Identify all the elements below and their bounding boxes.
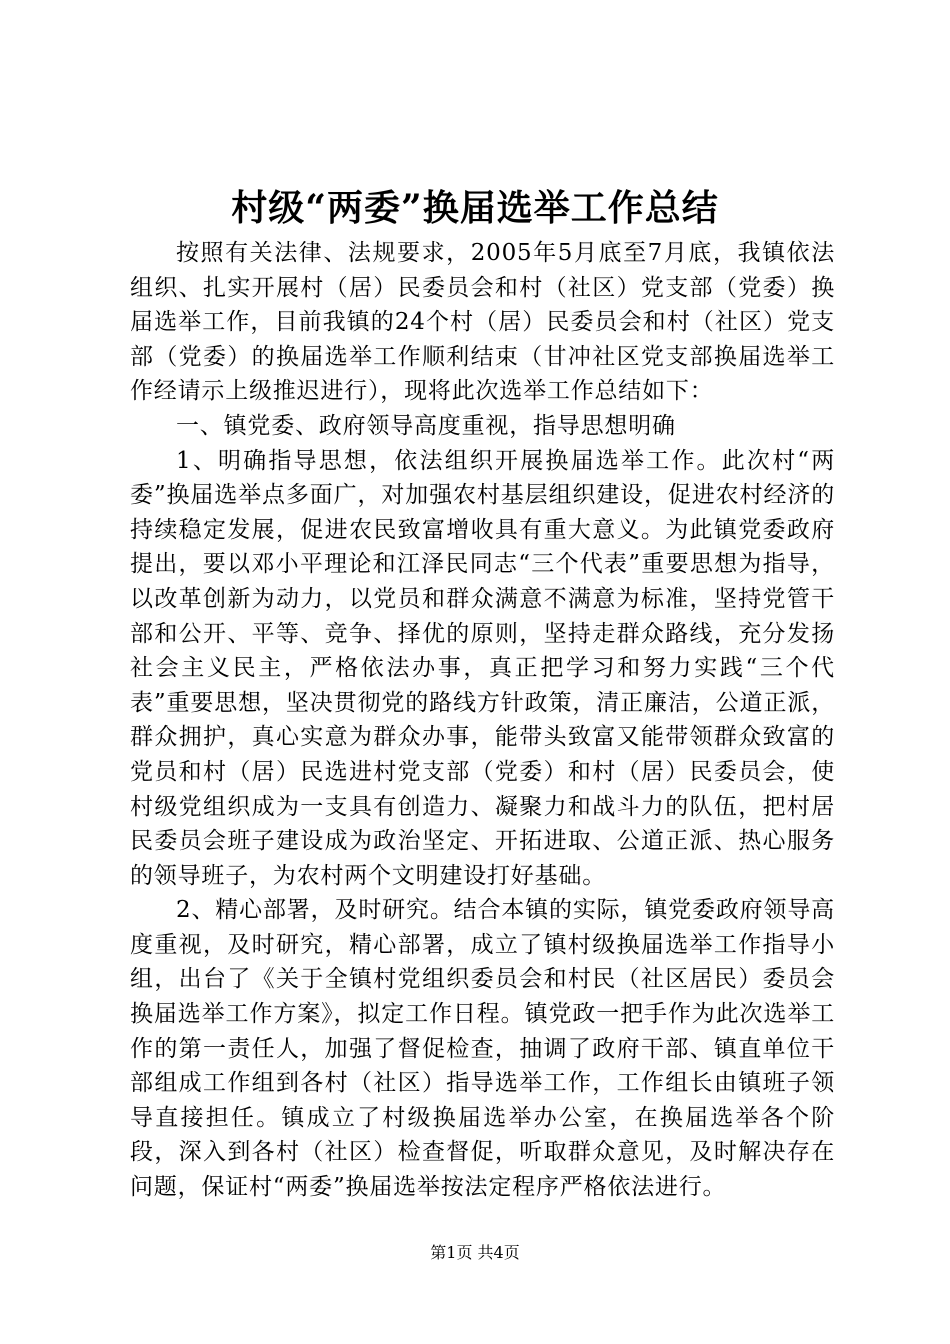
document-body bbox=[130, 236, 835, 1205]
body-paragraph-1: 1、明确指导思想，依法组织开展换届选举工作。此次村“两委”换届选举点多面广，对加强农村基层组织建设，促进农村经济的持续稳定发展，促进农民致富增收具有重大意义。为此镇党委政府提出，要以邓小平理论和江泽民同志“三个代表”重要思想为指导，以改革创新为动力，以党员和群众满意不满意为标准，坚持党管干部和公开、平等、竞争、择优的原则，坚持走群众路线，充分发扬社会主义民主，严格依法办事，真正把学习和努力实践“三个代表”重要思想，坚决贯彻党的路线方针政策，清正廉洁，公道正派，群众拥护，真心实意为群众办事，能带头致富又能带领群众致富的党员和村（居）民选进村党支部（党委）和村（居）民委员会，使村级党组织成为一支具有创造力、凝聚力和战斗力的队伍，把村居民委员会班子建设成为政治坚定、开拓进取、公道正派、热心服务的领导班子，为农村两个文明建设打好基础。 bbox=[130, 447, 835, 889]
section-heading: 一、镇党委、政府领导高度重视，指导思想明确 bbox=[176, 412, 676, 439]
page-footer: 第1页 共4页 bbox=[430, 1243, 520, 1262]
intro-paragraph: 按照有关法律、法规要求，2005年5月底至7月底，我镇依法组织、扎实开展村（居）民委员会和村（社区）党支部（党委）换届选举工作，目前我镇的24个村（居）民委员会和村（社区）党支部（党委）的换届选举工作顺利结束（甘冲社区党支部换届选举工作经请示上级推迟进行），现将此次选举工作总结如下： bbox=[130, 240, 835, 405]
document-title: 村级“两委”换届选举工作总结 bbox=[231, 187, 719, 229]
body-paragraph-2: 2、精心部署，及时研究。结合本镇的实际，镇党委政府领导高度重视，及时研究，精心部署，成立了镇村级换届选举工作指导小组，出台了《关于全镇村党组织委员会和村民（社区居民）委员会换届选举工作方案》，拟定工作日程。镇党政一把手作为此次选举工作的第一责任人，加强了督促检查，抽调了政府干部、镇直单位干部组成工作组到各村（社区）指导选举工作，工作组长由镇班子领导直接担任。镇成立了村级换届选举办公室，在换届选举各个阶段，深入到各村（社区）检查督促，听取群众意见，及时解决存在问题，保证村“两委”换届选举按法定程序严格依法进行。 bbox=[130, 897, 835, 1201]
